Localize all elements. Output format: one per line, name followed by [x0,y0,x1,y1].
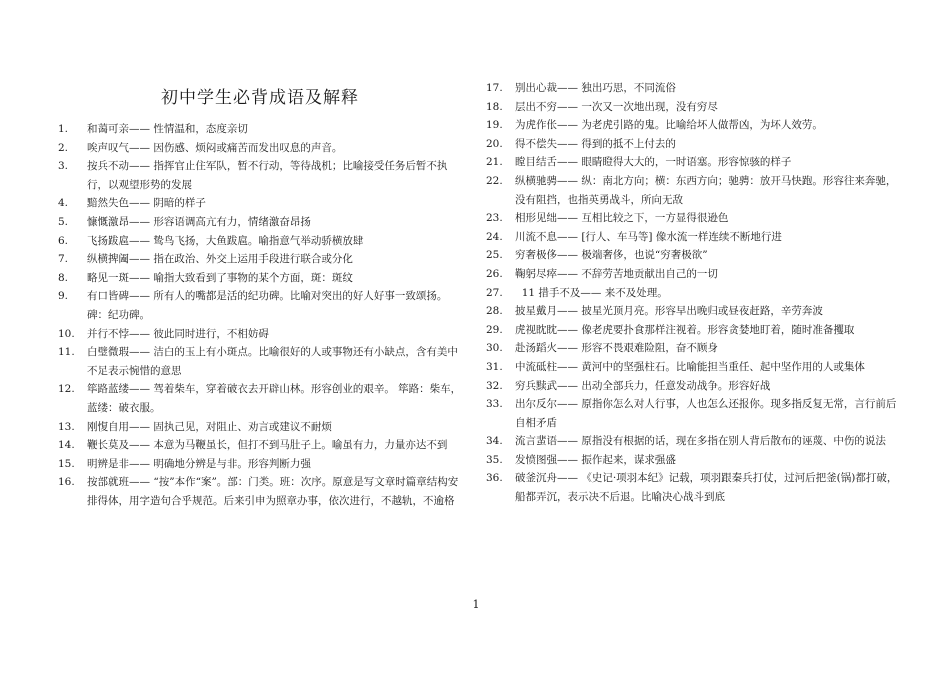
idiom-entry [58,436,468,455]
entry-number: 19. [486,119,503,132]
entry-text: 飞扬跋扈—— 鸷鸟飞扬，大鱼跋扈。喻指意气举动骄横放肆 [87,234,364,247]
entry-number: 34. [486,435,503,448]
entry-text: 白璧微瑕—— 洁白的玉上有小斑点。比喻很好的人或事物还有小缺点，含有美中不足表示惋惜的意思 [87,346,458,377]
entry-number: 27. [486,286,503,299]
idiom-entry [486,377,898,396]
entry-number: 7. [58,253,69,266]
entry-text: 刚愎自用—— 固执己见，对阻止、劝言或建议不耐烦 [87,420,332,433]
idiom-entry [486,246,898,265]
entry-number: 28. [486,305,503,318]
entry-number: 31. [486,360,503,373]
entry-number: 33. [486,398,503,411]
idiom-entry [58,213,468,232]
idiom-entry [486,116,898,135]
idiom-entry [486,358,898,377]
entry-text: 按兵不动—— 指挥官止住军队，暂不行动，等待战机；比喻接受任务后暂不执行，以观望形势的发展 [87,160,448,191]
idiom-entry [486,395,898,432]
entry-text: 筚路蓝缕—— 驾着柴车，穿着破衣去开辟山林。形容创业的艰辛。 筚路：柴车，蓝缕：破衣服。 [87,383,462,414]
idiom-entry [486,302,898,321]
entry-number: 23. [486,212,503,225]
entry-text: 穷兵黩武—— 出动全部兵力，任意发动战争。形容好战 [515,379,771,392]
idiom-entry [486,153,898,172]
entry-number: 2. [58,141,69,154]
idiom-entry [486,228,898,247]
idiom-entry [58,232,468,251]
entry-number: 8. [58,271,69,284]
entry-number: 5. [58,215,69,228]
entry-text: 发愤图强—— 振作起来，谋求强盛 [515,453,676,466]
entry-number: 32. [486,379,503,392]
entry-number: 25. [486,249,503,262]
idiom-entry [486,432,898,451]
entry-number: 20. [486,137,503,150]
entry-text: 得不偿失—— 得到的抵不上付去的 [515,137,676,150]
idiom-list-right-column [486,79,898,507]
idiom-entry [486,339,898,358]
entry-text: 纵横捭阖—— 指在政治、外交上运用手段进行联合或分化 [87,253,353,266]
entry-number: 4. [58,197,69,210]
entry-text: 明辨是非—— 明确地分辨是与非。形容判断力强 [87,457,311,470]
entry-number: 3. [58,160,69,173]
entry-text: 虎视眈眈—— 像老虎要扑食那样注视着。形容贪婪地盯着，随时准备攫取 [515,323,855,336]
idiom-entry [486,451,898,470]
idiom-entry [58,250,468,269]
entry-number: 18. [486,100,503,113]
entry-text: 赴汤蹈火—— 形容不畏艰难险阻，奋不顾身 [515,342,718,355]
entry-text: 按部就班—— “按”本作“案”。部：门类。班：次序。原意是写文章时篇章结构安排得体，用字造句合乎规范。后来引申为照章办事，依次进行，不越轨，不逾格 [87,476,459,507]
idiom-entry [486,265,898,284]
entry-text: 唉声叹气—— 因伤感、烦闷或痛苦而发出叹息的声音。 [87,141,343,154]
entry-text: 并行不悖—— 彼此同时进行，不相妨碍 [87,327,269,340]
idiom-entry [58,157,468,194]
entry-number: 10. [58,327,75,340]
idiom-entry [58,380,468,417]
entry-number: 35. [486,453,503,466]
entry-text: 略见一斑—— 喻指大致看到了事物的某个方面，斑：斑纹 [87,271,353,284]
entry-text: 出尔反尔—— 原指你怎么对人行事，人也怎么还报你。现多指反复无常，言行前后自相矛盾 [515,398,897,429]
entry-text: 慷慨激昂—— 形容语调高亢有力，情绪激奋昂扬 [87,215,311,228]
idiom-entry [486,321,898,340]
entry-text: 中流砥柱—— 黄河中的坚强柱石。比喻能担当重任、起中坚作用的人或集体 [515,360,865,373]
entry-number: 11. [58,346,75,359]
entry-text: 披星戴月—— 披星光顶月亮。形容早出晚归或昼夜赶路，辛劳奔波 [515,305,823,318]
idiom-entry [58,120,468,139]
entry-text: 别出心裁—— 独出巧思，不同流俗 [515,82,676,94]
entry-number: 14. [58,439,75,452]
idiom-entry [58,139,468,158]
entry-text: 流言蜚语—— 原指没有根据的话，现在多指在别人背后散布的诬蔑、中伤的说法 [515,435,886,448]
idiom-entry [486,209,898,228]
entry-text: 相形见绌—— 互相比较之下，一方显得很逊色 [515,212,729,225]
entry-text: 黯然失色—— 阴暗的样子 [87,197,206,210]
idiom-list-left-column [58,120,468,510]
idiom-entry [486,284,898,303]
entry-number: 30. [486,342,503,355]
idiom-entry [486,98,898,117]
idiom-entry [58,455,468,474]
idiom-entry [58,418,468,437]
entry-number: 17. [486,82,503,94]
entry-number: 26. [486,267,503,280]
idiom-entry [58,269,468,288]
entry-number: 24. [486,230,503,243]
entry-number: 21. [486,156,503,169]
entry-text: 有口皆碑—— 所有人的嘴都是活的纪功碑。比喻对突出的好人好事一致颂扬。 碑：纪功碑。 [87,290,451,321]
idiom-entry [58,325,468,344]
idiom-entry [486,172,898,209]
entry-text: 川流不息—— [行人、车马等] 像水流一样连续不断地行进 [515,230,782,243]
entry-text: 为虎作伥—— 为老虎引路的鬼。比喻给坏人做帮凶，为坏人效劳。 [515,119,823,132]
idiom-entry [58,194,468,213]
entry-text: 瞠目结舌—— 眼睛瞪得大大的，一时语塞。形容惊骇的样子 [515,156,792,169]
entry-text: 层出不穷—— 一次又一次地出现，没有穷尽 [515,100,718,113]
idiom-entry [486,469,898,506]
page-number: 1 [472,598,480,611]
entry-number: 6. [58,234,69,247]
entry-number: 13. [58,420,75,433]
idiom-entry [486,79,898,98]
entry-text: 鞭长莫及—— 本意为马鞭虽长，但打不到马肚子上。喻虽有力，力量亦达不到 [87,439,448,452]
idiom-entry [58,287,468,324]
idiom-entry [58,343,468,380]
entry-number: 15. [58,457,75,470]
idiom-entry [486,135,898,154]
entry-number: 36. [486,472,503,485]
entry-number: 12. [58,383,75,396]
entry-text: 穷奢极侈—— 极端奢侈，也说“穷奢极欲” [515,249,708,262]
entry-number: 9. [58,290,69,303]
entry-text: 鞠躬尽瘁—— 不辞劳苦地贡献出自己的一切 [515,267,718,280]
entry-text: 11 措手不及—— 来不及处理。 [515,286,668,299]
entry-number: 1. [58,123,69,135]
entry-text: 纵横驰骋—— 纵：南北方向；横：东西方向；驰骋：放开马快跑。形容往来奔驰，没有阻挡，也指英勇战斗，所向无敌 [515,174,897,206]
document-title: 初中学生必背成语及解释 [161,88,359,108]
entry-text: 破釜沉舟—— 《史记·项羽本纪》记载，项羽跟秦兵打仗，过河后把釜(锅)都打破，船都弄沉，表示决不后退。比喻决心战斗到底 [515,472,898,504]
entry-number: 16. [58,476,75,489]
entry-text: 和蔼可亲—— 性情温和，态度亲切 [87,123,248,135]
entry-number: 29. [486,323,503,336]
entry-number: 22. [486,174,503,187]
idiom-entry [58,473,468,510]
